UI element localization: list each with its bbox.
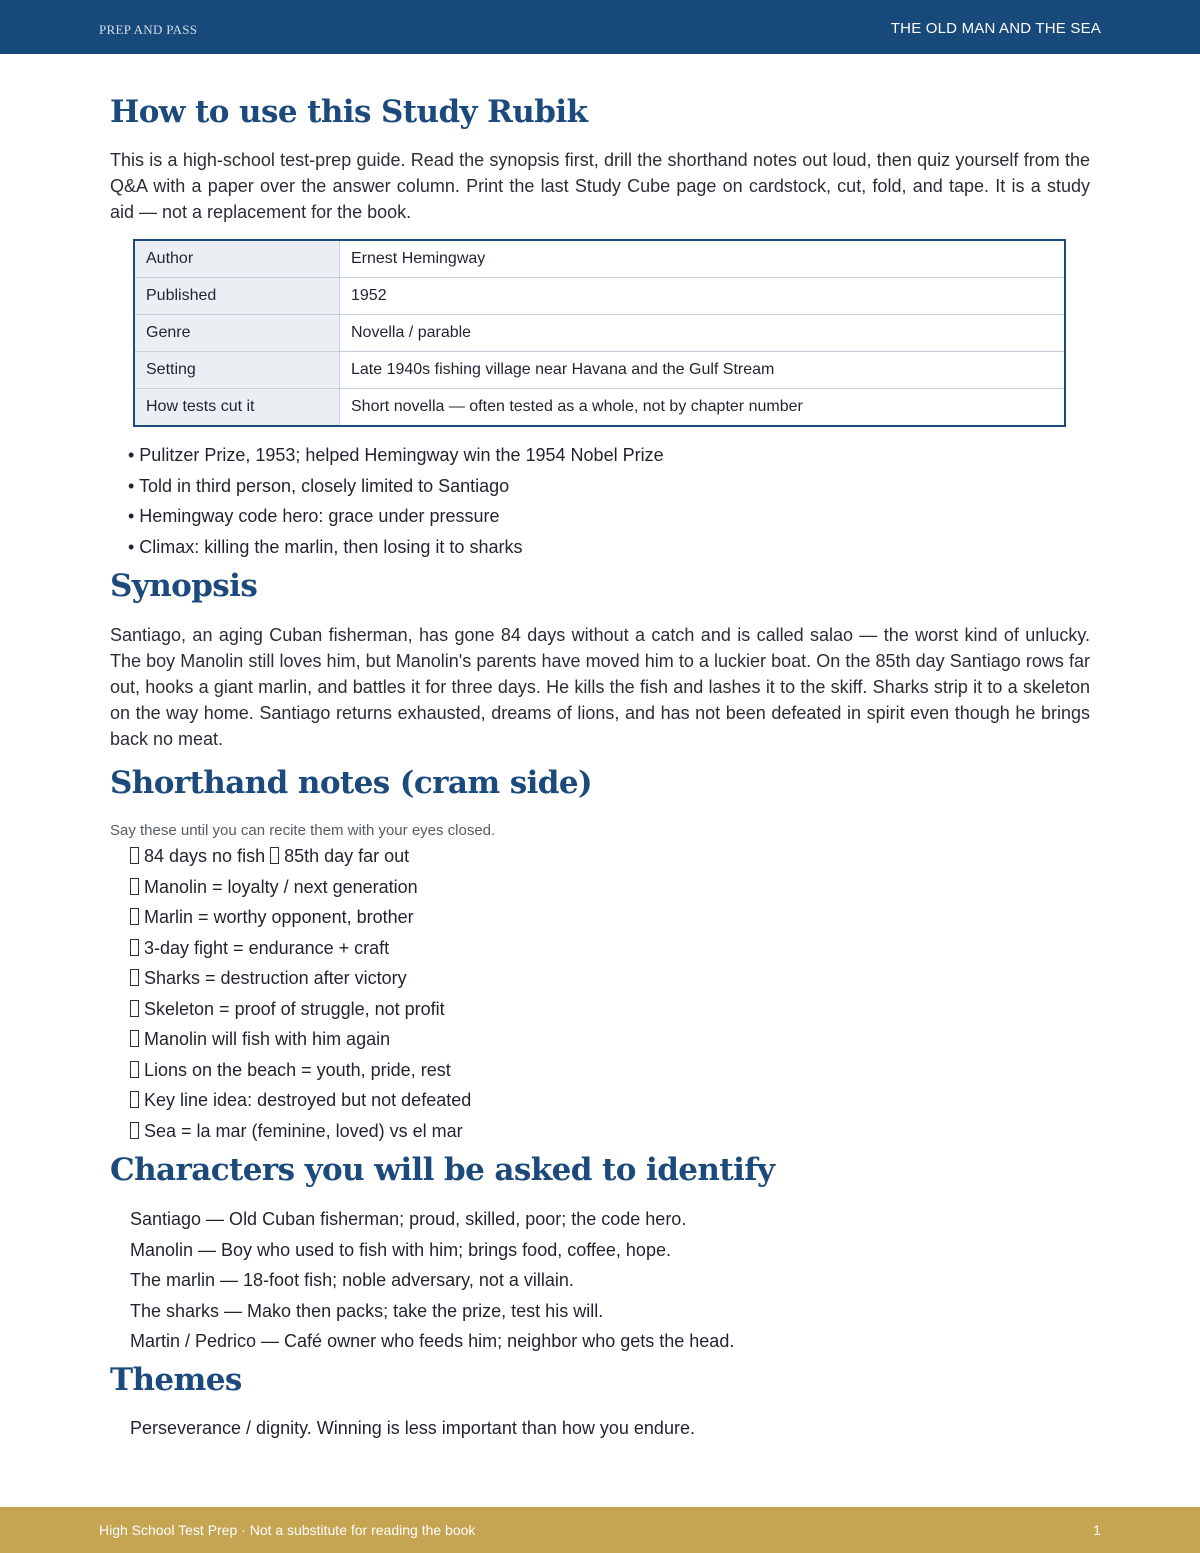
table-row	[134, 389, 1065, 427]
list-item: • Hemingway code hero: grace under pressure	[128, 506, 500, 526]
list-item	[130, 872, 471, 903]
shorthand-title: Shorthand notes (cram side)	[110, 765, 593, 801]
list-item	[130, 1116, 471, 1147]
checkbox-icon	[130, 1122, 139, 1139]
list-item: • Climax: killing the marlin, then losing it to sharks	[128, 536, 523, 557]
key-facts-list	[128, 440, 664, 562]
brand-name: PREP AND PASS	[99, 22, 198, 37]
checkbox-icon	[130, 1030, 139, 1047]
shorthand-item: Manolin = loyalty / next generation	[144, 876, 418, 897]
fact-label: Genre	[134, 315, 340, 352]
shorthand-item: Key line idea: destroyed but not defeated	[144, 1090, 472, 1110]
book-title: THE OLD MAN AND THE SEA	[890, 20, 1101, 37]
list-item	[130, 841, 471, 872]
shorthand-item: Lions on the beach = youth, pride, rest	[144, 1059, 451, 1080]
shorthand-item: Manolin will fish with him again	[144, 1029, 391, 1049]
list-item: • Pulitzer Prize, 1953; helped Hemingway win the 1954 Nobel Prize	[128, 445, 664, 465]
characters-list	[130, 1204, 734, 1357]
characters-title: Characters you will be asked to identify	[110, 1152, 775, 1188]
shorthand-item: Sea = la mar (feminine, loved) vs el mar	[144, 1120, 463, 1141]
checkbox-icon	[130, 878, 139, 895]
fact-value: Ernest Hemingway	[340, 240, 1066, 278]
list-item	[130, 963, 471, 994]
intro-title: How to use this Study Rubik	[110, 94, 588, 130]
checkbox-icon	[130, 969, 139, 986]
fact-value: Novella / parable	[340, 315, 1066, 352]
page-header	[0, 0, 1200, 54]
list-item: The marlin — 18-foot fish; noble adversary, not a villain.	[130, 1270, 574, 1290]
checkbox-icon	[130, 939, 139, 956]
list-item: • Told in third person, closely limited to Santiago	[128, 475, 510, 496]
list-item	[130, 1055, 471, 1086]
themes-list	[130, 1413, 695, 1444]
footer-note: High School Test Prep · Not a substitute for reading the book	[99, 1522, 476, 1538]
fact-label: Published	[134, 278, 340, 315]
checkbox-icon	[270, 847, 279, 864]
shorthand-item: 84 days no fish	[144, 846, 266, 866]
shorthand-list	[130, 841, 471, 1146]
intro-body: This is a high-school test-prep guide. Read the synopsis first, drill the shorthand notes out loud, then quiz yourself from the Q&A with a paper over the answer column. Print the last Study Cube page on cardstock, cut, fold, and tape. It is a study aid — not a replacement for the book.	[110, 150, 1090, 222]
table-row	[134, 278, 1065, 315]
list-item: Martin / Pedrico — Café owner who feeds him; neighbor who gets the head.	[130, 1331, 735, 1351]
shorthand-item: Sharks = destruction after victory	[144, 968, 407, 988]
list-item	[130, 902, 471, 933]
fact-value: Short novella — often tested as a whole, not by chapter number	[351, 398, 803, 415]
shorthand-item: Skeleton = proof of struggle, not profit	[144, 998, 445, 1019]
list-item	[130, 933, 471, 964]
list-item: The sharks — Mako then packs; take the prize, test his will.	[130, 1300, 604, 1321]
facts-table	[133, 239, 1066, 427]
fact-value: Late 1940s fishing village near Havana and the Gulf Stream	[340, 352, 1066, 389]
page-number: 1	[1093, 1522, 1101, 1538]
shorthand-item: 85th day far out	[284, 846, 410, 866]
checkbox-icon	[130, 1091, 139, 1108]
table-row	[134, 315, 1065, 352]
checkbox-icon	[130, 1000, 139, 1017]
list-item: Manolin — Boy who used to fish with him; brings food, coffee, hope.	[130, 1239, 671, 1260]
synopsis-title: Synopsis	[110, 568, 258, 604]
fact-label: Setting	[134, 352, 340, 389]
shorthand-hint: Say these until you can recite them with your eyes closed.	[110, 822, 496, 839]
shorthand-item: Marlin = worthy opponent, brother	[144, 907, 414, 927]
checkbox-icon	[130, 847, 139, 864]
synopsis-body: Santiago, an aging Cuban fisherman, has gone 84 days without a catch and is called salao — the worst kind of unlucky. The boy Manolin still loves him, but Manolin's parents have moved him to a luckier boat. On the 85th day Santiago rows far out, hooks a giant marlin, and battles it for three days. He kills the fish and lashes it to the skiff. Sharks strip it to a skeleton on the way home. Santiago returns exhausted, dreams of lions, and has not been defeated in spirit even though he brings back no meat.	[110, 625, 1090, 749]
checkbox-icon	[130, 1061, 139, 1078]
list-item: Perseverance / dignity. Winning is less important than how you endure.	[130, 1418, 695, 1438]
table-row	[134, 352, 1065, 389]
page-footer	[0, 1507, 1200, 1553]
list-item: Santiago — Old Cuban fisherman; proud, skilled, poor; the code hero.	[130, 1209, 687, 1229]
table-row	[134, 240, 1065, 278]
fact-label: How tests cut it	[134, 389, 340, 427]
checkbox-icon	[130, 908, 139, 925]
themes-title: Themes	[110, 1362, 242, 1398]
list-item	[130, 994, 471, 1025]
fact-value: 1952	[340, 278, 1066, 315]
fact-label: Author	[134, 240, 340, 278]
list-item	[130, 1085, 471, 1116]
shorthand-item: 3-day fight = endurance + craft	[144, 937, 390, 958]
list-item	[130, 1024, 471, 1055]
